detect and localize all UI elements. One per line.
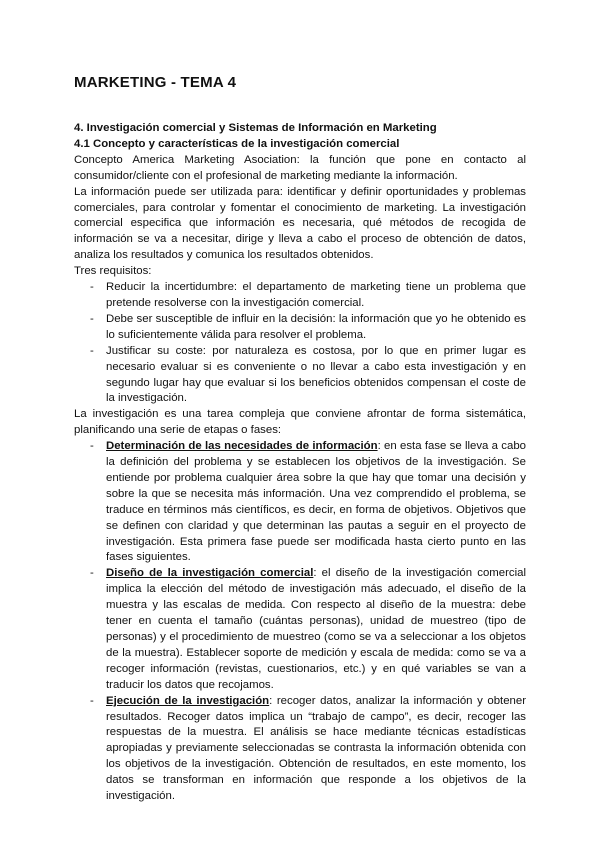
list-item: - Justificar su coste: por naturaleza es costosa, por lo que en primer lugar es necesario evaluar si es conveniente o no llevar a cabo esta investigación y en segundo lugar hay que evaluar si los beneficios obtenidos compensan el coste de la investigación. [106, 344, 526, 408]
section-heading: 4. Investigación comercial y Sistemas de Información en Marketing [74, 122, 437, 134]
requirements-list [74, 280, 526, 407]
paragraph-requirements-intro: Tres requisitos: [74, 265, 152, 278]
phase-label: Determinación de las necesidades de información [106, 440, 378, 453]
list-item [106, 566, 526, 693]
phase-label: Diseño de la investigación comercial [106, 567, 314, 580]
paragraph-definition: Concepto America Marketing Asociation: la función que pone en contacto al consumidor/cliente con el profesional de marketing mediante la información. [74, 153, 526, 182]
list-item: - Debe ser susceptible de influir en la decisión: la información que yo he obtenido es lo suficientemente válida para resolver el problema. [106, 312, 526, 344]
list-item [106, 694, 526, 805]
phases-list [74, 439, 526, 805]
subsection-heading: 4.1 Concepto y características de la investigación comercial [74, 137, 400, 150]
document-title: MARKETING - TEMA 4 [74, 74, 237, 91]
document-body [74, 121, 526, 805]
phase-label: Ejecución de la investigación [106, 694, 270, 707]
phase-text: : el diseño de la investigación comercial implica la elección del método de investigación más adecuado, el diseño de la muestra y las escalas de medida. Con respecto al diseño de la muestra: debe tener en cuenta el tamaño (cuántas personas), unidad de muestreo (tipo de personas) y el procedimiento de muestreo (como se va a seleccionar a los objetos de la muestra). Establecer soporte de medición y escala de medida: como se va a recoger información (revistas, cuestionarios, etc.) y en qué variables se van a traducir los datos que recojamos. [106, 567, 526, 691]
phase-text: : recoger datos, analizar la información y obtener resultados. Recoger datos implica un “trabajo de campo”, es decir, recoger las respuestas de la muestra. El análisis se hace mediante técnicas estadísticas apropiadas y previamente seleccionadas se contrasta la información obtenida con los objetivos de la investigación. Obtención de resultados, en este momento, los datos se transforman en información que responde a los objetivos de la investigación. [106, 694, 526, 803]
paragraph-uses: La información puede ser utilizada para: identificar y definir oportunidades y problemas comerciales, para controlar y fomentar el conocimiento de marketing. La investigación comercial especifica que información es necesaria, qué métodos de recogida de información se va a necesitar, dirige y lleva a cabo el proceso de obtención de datos, analiza los resultados y comunica los resultados obtenidos. [74, 185, 526, 262]
phase-text: : en esta fase se lleva a cabo la definición del problema y se establecen los objetivos de la investigación. Se entiende por problema cualquier área sobre la que hay que tomar una decisión y sobre la que se necesita más información. Una vez comprendido el problema, se traduce en términos más científicos, es decir, en forma de objetivos. Objetivos que se definen con claridad y que determinan las pautas a seguir en el proyecto de investigación. Esta primera fase puede ser modificada hasta cierto punto en las fases siguientes. [106, 440, 527, 564]
list-item: - Reducir la incertidumbre: el departamento de marketing tiene un problema que pretende resolverse con la investigación comercial. [106, 280, 526, 312]
list-item [106, 439, 526, 566]
paragraph-phases-intro: La investigación es una tarea compleja que conviene afrontar de forma sistemática, planificando una serie de etapas o fases: [74, 408, 526, 437]
